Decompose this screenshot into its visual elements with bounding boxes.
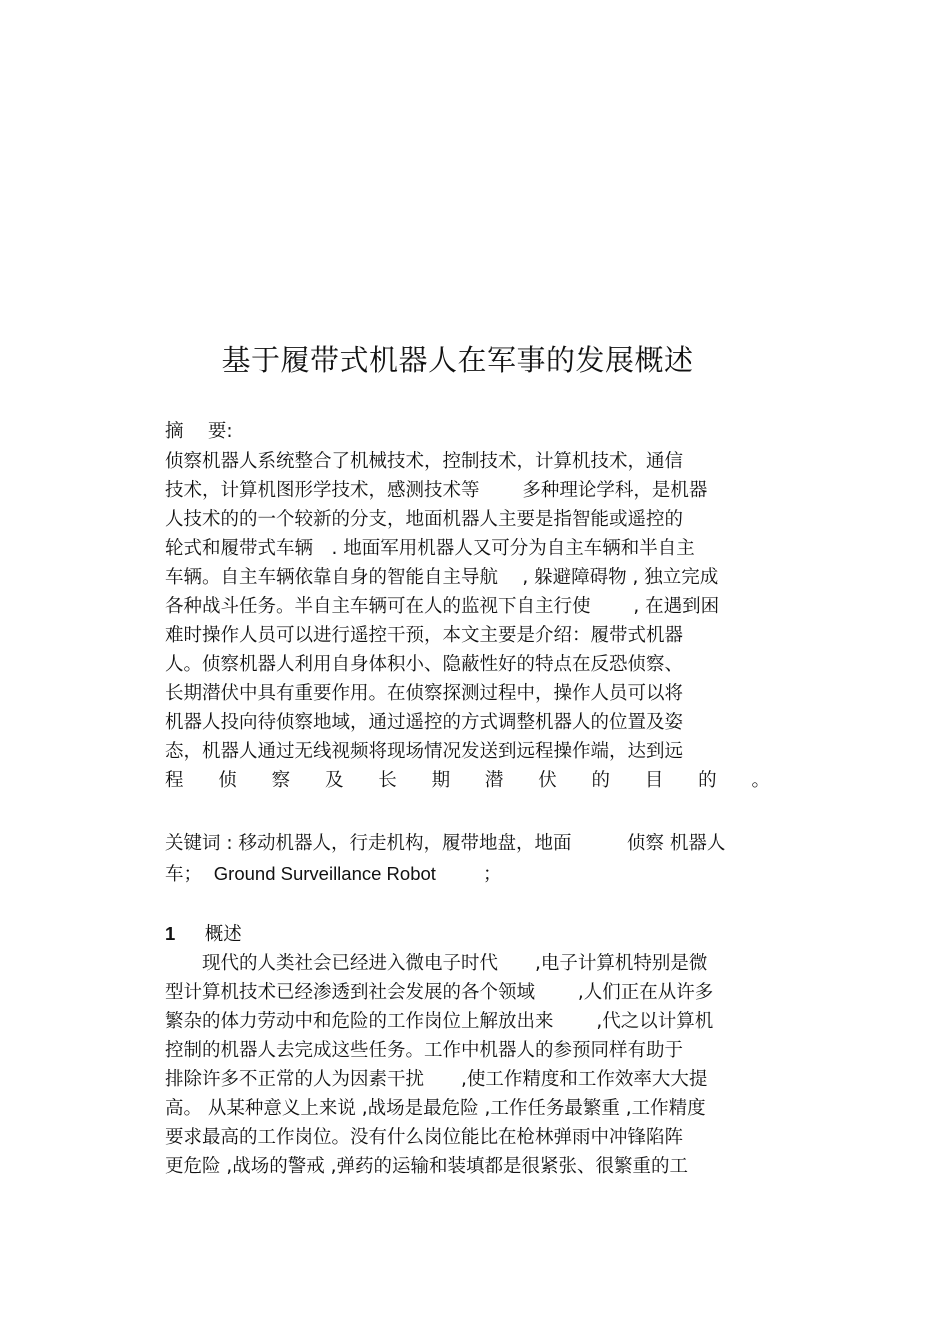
paragraph-line: 繁杂的体力劳动中和危险的工作岗位上解放出来 ,代之以计算机	[165, 1011, 714, 1032]
document-title: 基于履带式机器人在军事的发展概述	[221, 343, 694, 377]
abstract-line: 各种战斗任务。半自主车辆可在人的监视下自主行使 , 在遇到困	[165, 596, 720, 617]
paragraph-line: 控制的机器人去完成这些任务。工作中机器人的参预同样有助于	[165, 1040, 684, 1061]
char: 伏	[538, 770, 557, 791]
paragraph-line: 现代的人类社会已经进入微电子时代 ,电子计算机特别是微	[165, 953, 708, 974]
paragraph-line: 型计算机技术已经渗透到社会发展的各个领域 ,人们正在从许多	[165, 982, 714, 1003]
char: 潜	[484, 770, 504, 791]
paragraph-line: 要求最高的工作岗位。没有什么岗位能比在枪林弹雨中冲锋陷阵	[165, 1127, 684, 1148]
keywords-line-2	[165, 862, 501, 888]
section-heading	[165, 922, 242, 948]
abstract-label: 摘 要:	[165, 421, 233, 442]
abstract-line: 车辆。自主车辆依靠自身的智能自主导航 , 躲避障碍物 , 独立完成	[165, 567, 719, 588]
abstract-line: 轮式和履带式车辆 . 地面军用机器人又可分为自主车辆和半自主	[165, 538, 695, 559]
keywords-prefix: 车；	[165, 864, 203, 885]
abstract-line: 机器人投向待侦察地域，通过遥控的方式调整机器人的位置及姿	[165, 712, 684, 733]
abstract-line: 人。侦察机器人利用自身体积小、隐蔽性好的特点在反恐侦察、	[165, 654, 684, 675]
char: 目	[644, 770, 664, 791]
char: 程	[165, 770, 184, 791]
char: 察	[271, 770, 291, 791]
paragraph-line: 高。 从某种意义上来说 ,战场是最危险 ,工作任务最繁重 ,工作精度	[165, 1098, 706, 1119]
keywords-line: 关键词 : 移动机器人，行走机构，履带地盘，地面 侦察 机器人	[165, 833, 726, 854]
abstract-line: 人技术的的一个较新的分支，地面机器人主要是指智能或遥控的	[165, 509, 684, 530]
abstract-last-line	[165, 769, 770, 793]
abstract-line: 态，机器人通过无线视频将现场情况发送到远程操作端，达到远	[165, 741, 684, 762]
section-number: 1	[165, 923, 176, 944]
paragraph-line: 更危险 ,战场的警戒 ,弹药的运输和装填都是很紧张、很繁重的工	[165, 1156, 689, 1177]
section-title: 概述	[204, 924, 242, 945]
paragraph-line: 排除许多不正常的人为因素干扰 ,使工作精度和工作效率大大提	[165, 1069, 708, 1090]
char: 长	[378, 770, 397, 791]
keywords-english: Ground Surveillance Robot	[213, 863, 436, 884]
abstract-line: 侦察机器人系统整合了机械技术，控制技术，计算机技术，通信	[165, 451, 684, 472]
char: 期	[431, 770, 451, 791]
keywords-suffix: ；	[482, 864, 502, 885]
abstract-line: 长期潜伏中具有重要作用。在侦察探测过程中，操作人员可以将	[165, 683, 684, 704]
char: 。	[751, 770, 770, 791]
char: 的	[698, 770, 717, 791]
char: 的	[591, 770, 611, 791]
abstract-line: 难时操作人员可以进行遥控干预，本文主要是介绍：履带式机器	[165, 625, 684, 646]
abstract-line: 技术，计算机图形学技术，感测技术等 多种理论学科，是机器	[165, 480, 708, 501]
char: 侦	[218, 770, 237, 791]
char: 及	[324, 770, 344, 791]
